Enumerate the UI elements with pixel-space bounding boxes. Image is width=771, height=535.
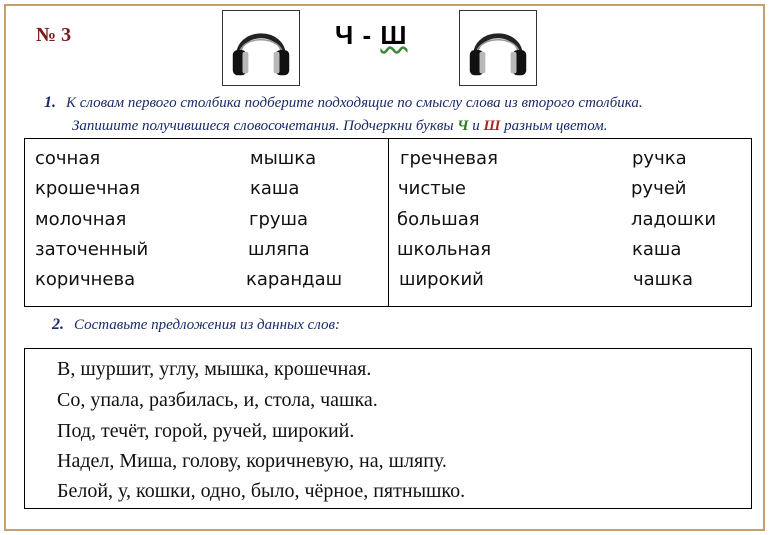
word-col1-1: сочная [35,148,101,169]
title-letter-ch: Ч [335,20,355,50]
sentence-2: Со, упала, разбилась, и, стола, чашка. [57,389,378,411]
task1-instruction-line2 [72,118,608,135]
word-col1-2: крошечная [35,178,141,199]
word-col2-4: шляпа [248,239,310,260]
word-col3-2: чистые [398,178,467,199]
word-col3-1: гречневая [400,148,498,169]
word-col3-4: школьная [397,239,492,260]
task1-text-line1: К словам первого столбика подберите подходящие по смыслу слова из второго столбика. [66,95,643,111]
word-col4-3: ладошки [631,209,717,230]
task2-number: 2. [52,316,64,333]
task1-and: и [468,118,484,134]
task1-letter-sh: Ш [483,118,501,134]
task2-text: Составьте предложения из данных слов: [74,317,340,333]
task1-letter-ch: Ч [457,118,469,134]
task-number: № 3 [36,24,72,46]
task2-instruction [52,316,340,334]
word-col2-3: груша [249,209,309,230]
title-separator: - [354,20,381,50]
word-col1-4: заточенный [35,239,149,260]
title-letter-sh: Ш [380,20,408,50]
page-title [335,20,408,51]
word-col4-5: чашка [633,269,694,290]
task1-text-line2-suffix: разным цветом. [500,118,608,134]
word-col2-1: мышка [250,148,317,169]
headphones-icon [459,10,537,86]
word-col1-3: молочная [35,209,127,230]
word-col2-5: карандаш [246,269,343,290]
sentence-1: В, шуршит, углу, мышка, крошечная. [57,358,372,380]
sentence-5: Белой, у, кошки, одно, было, чёрное, пятнышко. [57,480,466,502]
sentence-3: Под, течёт, горой, ручей, широкий. [57,420,355,442]
sentence-4: Надел, Миша, голову, коричневую, на, шляпу. [57,450,447,472]
table-divider [388,138,389,307]
word-col1-5: коричнева [35,269,136,290]
word-col3-5: широкий [399,269,484,290]
word-col4-4: каша [632,239,682,260]
word-col4-2: ручей [631,178,687,199]
task1-number: 1. [44,94,56,111]
headphones-icon [222,10,300,86]
task1-text-line2-prefix: Запишите получившиеся словосочетания. Подчеркни буквы [72,118,458,134]
word-col2-2: каша [250,178,300,199]
task1-instruction-line1 [44,94,643,112]
word-col4-1: ручка [632,148,687,169]
word-col3-3: большая [397,209,480,230]
